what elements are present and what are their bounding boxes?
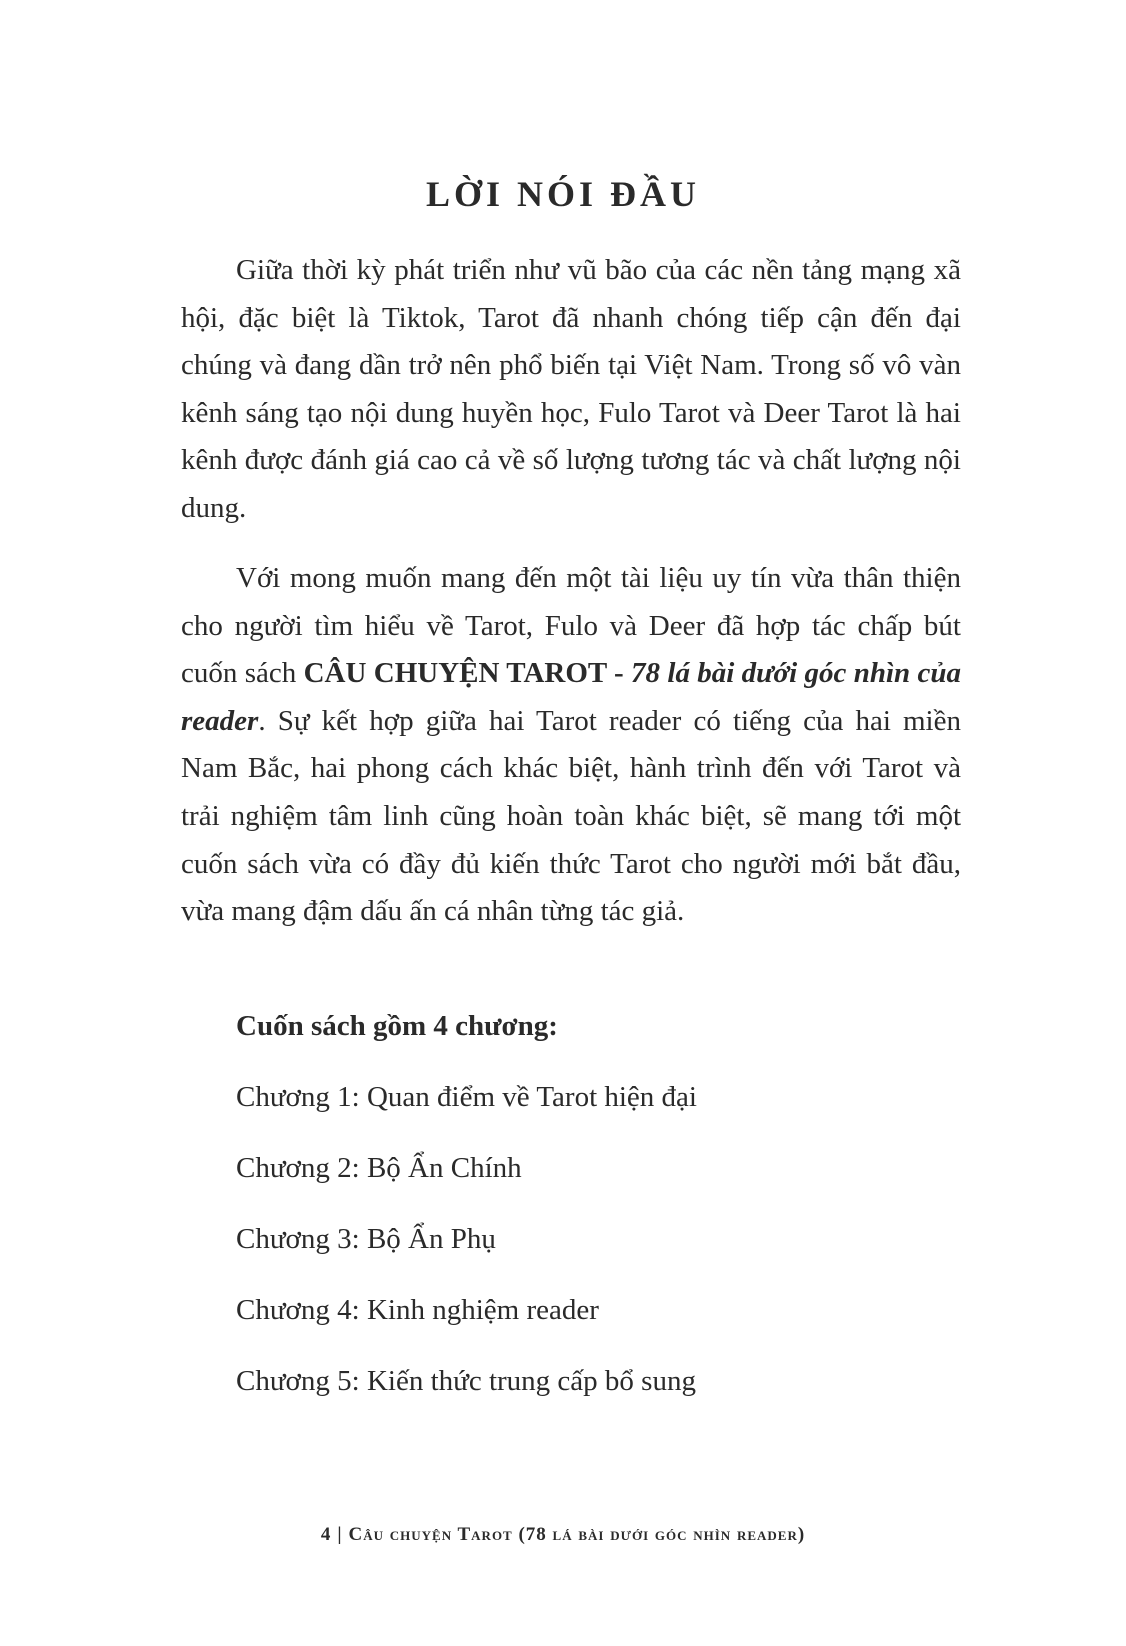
paragraph-2-text-before: Với mong muốn mang đến một tài liệu uy tín vừa thân thiện cho người tìm hiểu về Tarot, Fulo và Deer đã hợp tác chấp bút cuốn sách [181,562,961,690]
book-title-bold-italic: 78 lá bài dưới góc nhìn của reader [181,657,962,737]
page-number: 4 [320,1524,332,1545]
page-title: LỜI NÓI ĐẦU [425,174,701,214]
intro-paragraph-2 [181,555,961,936]
intro-paragraph-1: Giữa thời kỳ phát triển như vũ bão của các nền tảng mạng xã hội, đặc biệt là Tiktok, Tarot đã nhanh chóng tiếp cận đến đại chúng và đang dần trở nên phổ biến tại Việt Nam. Trong số vô vàn kênh sáng tạo nội dung huyền học, Fulo Tarot và Deer Tarot là hai kênh được đánh giá cao cả về số lượng tương tác và chất lượng nội dung. [181,254,961,524]
chapter-item: Chương 2: Bộ Ẩn Chính [236,1152,522,1184]
chapter-item: Chương 5: Kiến thức trung cấp bổ sung [236,1365,696,1397]
book-title-bold: CÂU CHUYỆN TAROT - [303,657,632,690]
chapters-heading: Cuốn sách gồm 4 chương: [236,1010,558,1042]
chapter-item: Chương 4: Kinh nghiệm reader [236,1294,599,1326]
chapter-item: Chương 3: Bộ Ẩn Phụ [236,1223,496,1255]
chapter-item: Chương 1: Quan điểm về Tarot hiện đại [236,1081,697,1113]
running-title: Câu chuyện Tarot (78 lá bài dưới góc nhìn reader) [348,1524,806,1545]
paragraph-2-text-after: . Sự kết hợp giữa hai Tarot reader có tiếng của hai miền Nam Bắc, hai phong cách khác biệt, hành trình đến với Tarot và trải nghiệm tâm linh cũng hoàn toàn khác biệt, sẽ mang tới một cuốn sách vừa có đầy đủ kiến thức Tarot cho người mới bắt đầu, vừa mang đậm dấu ấn cá nhân từng tác giả. [181,704,961,928]
footer-separator: | [337,1524,343,1545]
page-footer [0,1522,1126,1548]
